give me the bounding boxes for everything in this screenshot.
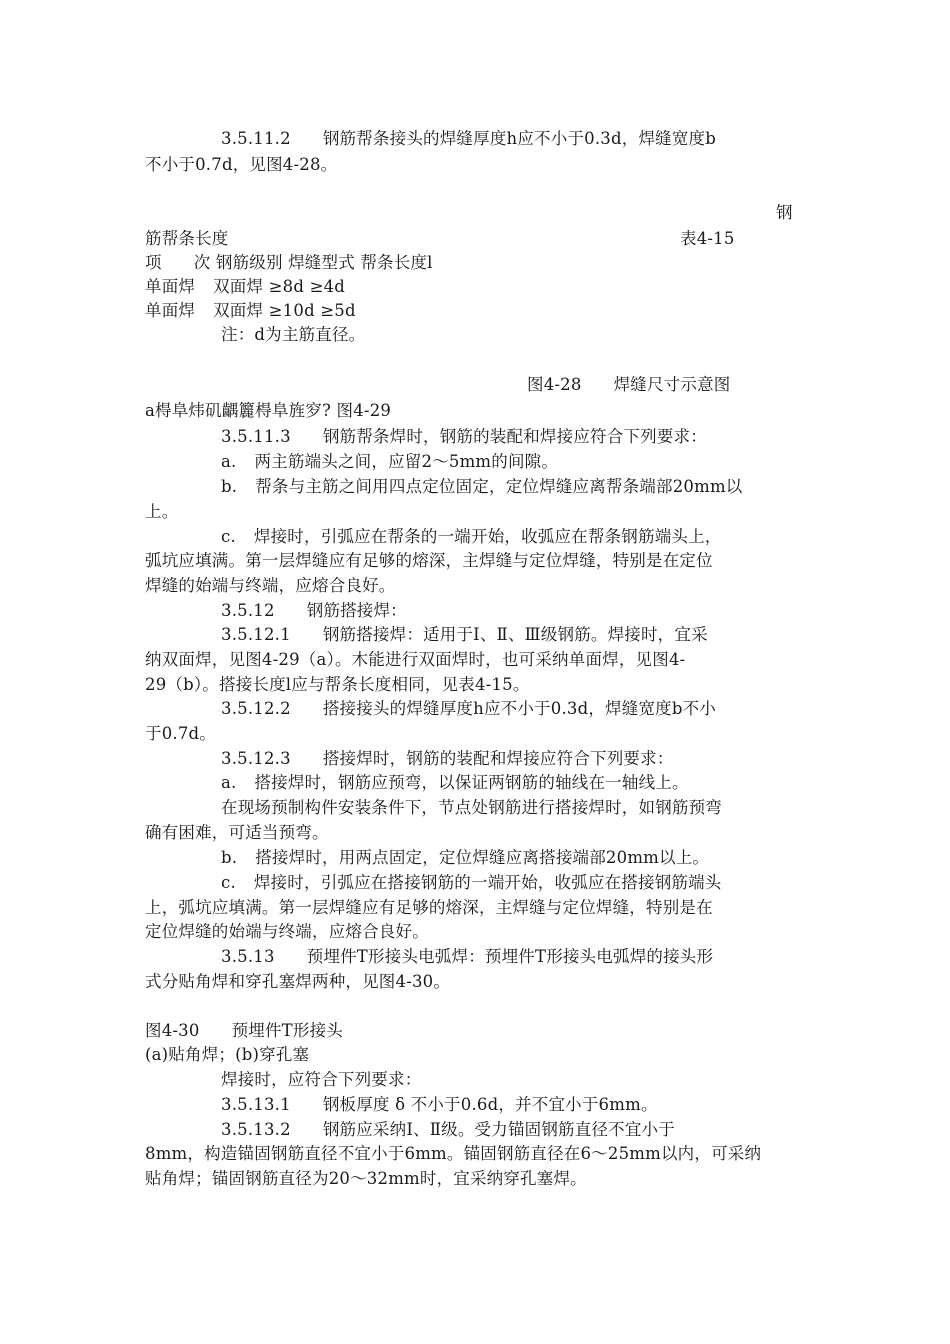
paragraph-line: 8mm，构造锚固钢筋直径不宜小于6mm。锚固钢筋直径在6～25mm以内，可采纳 <box>145 1144 762 1163</box>
figure-caption: 图4-28 焊缝尺寸示意图 <box>527 375 731 394</box>
paragraph-line: b. 搭接焊时，用两点固定，定位焊缝应离搭接端部20mm以上。 <box>221 848 710 867</box>
paragraph-line: 式分贴角焊和穿孔塞焊两种，见图4-30。 <box>145 972 451 991</box>
table-row: 单面焊 双面焊 ≥8d ≥4d <box>145 277 346 296</box>
table-title-fragment: 钢 <box>776 203 793 222</box>
figure-caption: a棏阜炜矶齵籭棏阜旌穸? 图4-29 <box>145 401 392 420</box>
paragraph-line: a. 搭接焊时，钢筋应预弯，以保证两钢筋的轴线在一轴线上。 <box>221 773 689 792</box>
paragraph-line: 在现场预制构件安装条件下，节点处钢筋进行搭接焊时，如钢筋预弯 <box>221 798 722 817</box>
section-heading: 3.5.12 钢筋搭接焊： <box>221 601 407 620</box>
paragraph-line: 确有困难，可适当预弯。 <box>145 823 329 842</box>
paragraph-line: b. 帮条与主筋之间用四点定位固定，定位焊缝应离帮条端部20mm以 <box>221 477 743 496</box>
figure-caption: 图4-30 预埋件T形接头 <box>145 1021 343 1040</box>
table-note: 注：d为主筋直径。 <box>221 325 366 344</box>
paragraph-line: c. 焊接时，引弧应在帮条的一端开始，收弧应在帮条钢筋端头上， <box>221 527 722 546</box>
paragraph-line: 3.5.13.1 钢板厚度 δ 不小于0.6d，并不宜小于6mm。 <box>221 1095 658 1114</box>
figure-caption: (a)贴角焊；(b)穿孔塞 <box>145 1045 310 1064</box>
paragraph-line: 3.5.11.3 钢筋帮条焊时，钢筋的装配和焊接应符合下列要求： <box>221 427 707 446</box>
paragraph-line: 29（b）。搭接长度l应与帮条长度相同，见表4-15。 <box>145 675 530 694</box>
paragraph-line: 3.5.12.2 搭接接头的焊缝厚度h应不小于0.3d，焊缝宽度b不小 <box>221 699 717 718</box>
paragraph-line: 不小于0.7d，见图4-28。 <box>145 155 338 174</box>
paragraph-line: 于0.7d。 <box>145 724 217 743</box>
paragraph-line: 3.5.12.1 钢筋搭接焊：适用于Ⅰ、Ⅱ、Ⅲ级钢筋。焊接时，宜采 <box>221 625 708 644</box>
paragraph-line: a. 两主筋端头之间，应留2～5mm的间隙。 <box>221 452 559 471</box>
table-title: 筋帮条长度 <box>145 229 229 248</box>
table-header: 项 次 钢筋级别 焊缝型式 帮条长度l <box>145 253 433 272</box>
paragraph-line: 纳双面焊，见图4-29（a）。木能进行双面焊时，也可采纳单面焊，见图4- <box>145 650 686 669</box>
paragraph-line: 上，弧坑应填满。第一层焊缝应有足够的熔深，主焊缝与定位焊缝，特别是在 <box>145 898 713 917</box>
paragraph-line: c. 焊接时，引弧应在搭接钢筋的一端开始，收弧应在搭接钢筋端头 <box>221 873 722 892</box>
paragraph-line: 焊缝的始端与终端，应熔合良好。 <box>145 576 396 595</box>
paragraph-line: 定位焊缝的始端与终端，应熔合良好。 <box>145 922 429 941</box>
paragraph-line: 3.5.11.2 钢筋帮条接头的焊缝厚度h应不小于0.3d，焊缝宽度b <box>221 129 717 148</box>
paragraph-line: 焊接时，应符合下列要求： <box>221 1070 422 1089</box>
paragraph-line: 3.5.13.2 钢筋应采纳Ⅰ、Ⅱ级。受力锚固钢筋直径不宜小于 <box>221 1120 675 1139</box>
paragraph-line: 3.5.13 预埋件T形接头电弧焊：预埋件T形接头电弧焊的接头形 <box>221 947 714 966</box>
table-row: 单面焊 双面焊 ≥10d ≥5d <box>145 301 356 320</box>
paragraph-line: 弧坑应填满。第一层焊缝应有足够的熔深，主焊缝与定位焊缝，特别是在定位 <box>145 551 713 570</box>
paragraph-line: 上。 <box>145 502 179 521</box>
paragraph-line: 贴角焊；锚固钢筋直径为20～32mm时，宜采纳穿孔塞焊。 <box>145 1169 587 1188</box>
table-number: 表4-15 <box>680 229 735 248</box>
paragraph-line: 3.5.12.3 搭接焊时，钢筋的装配和焊接应符合下列要求： <box>221 749 674 768</box>
